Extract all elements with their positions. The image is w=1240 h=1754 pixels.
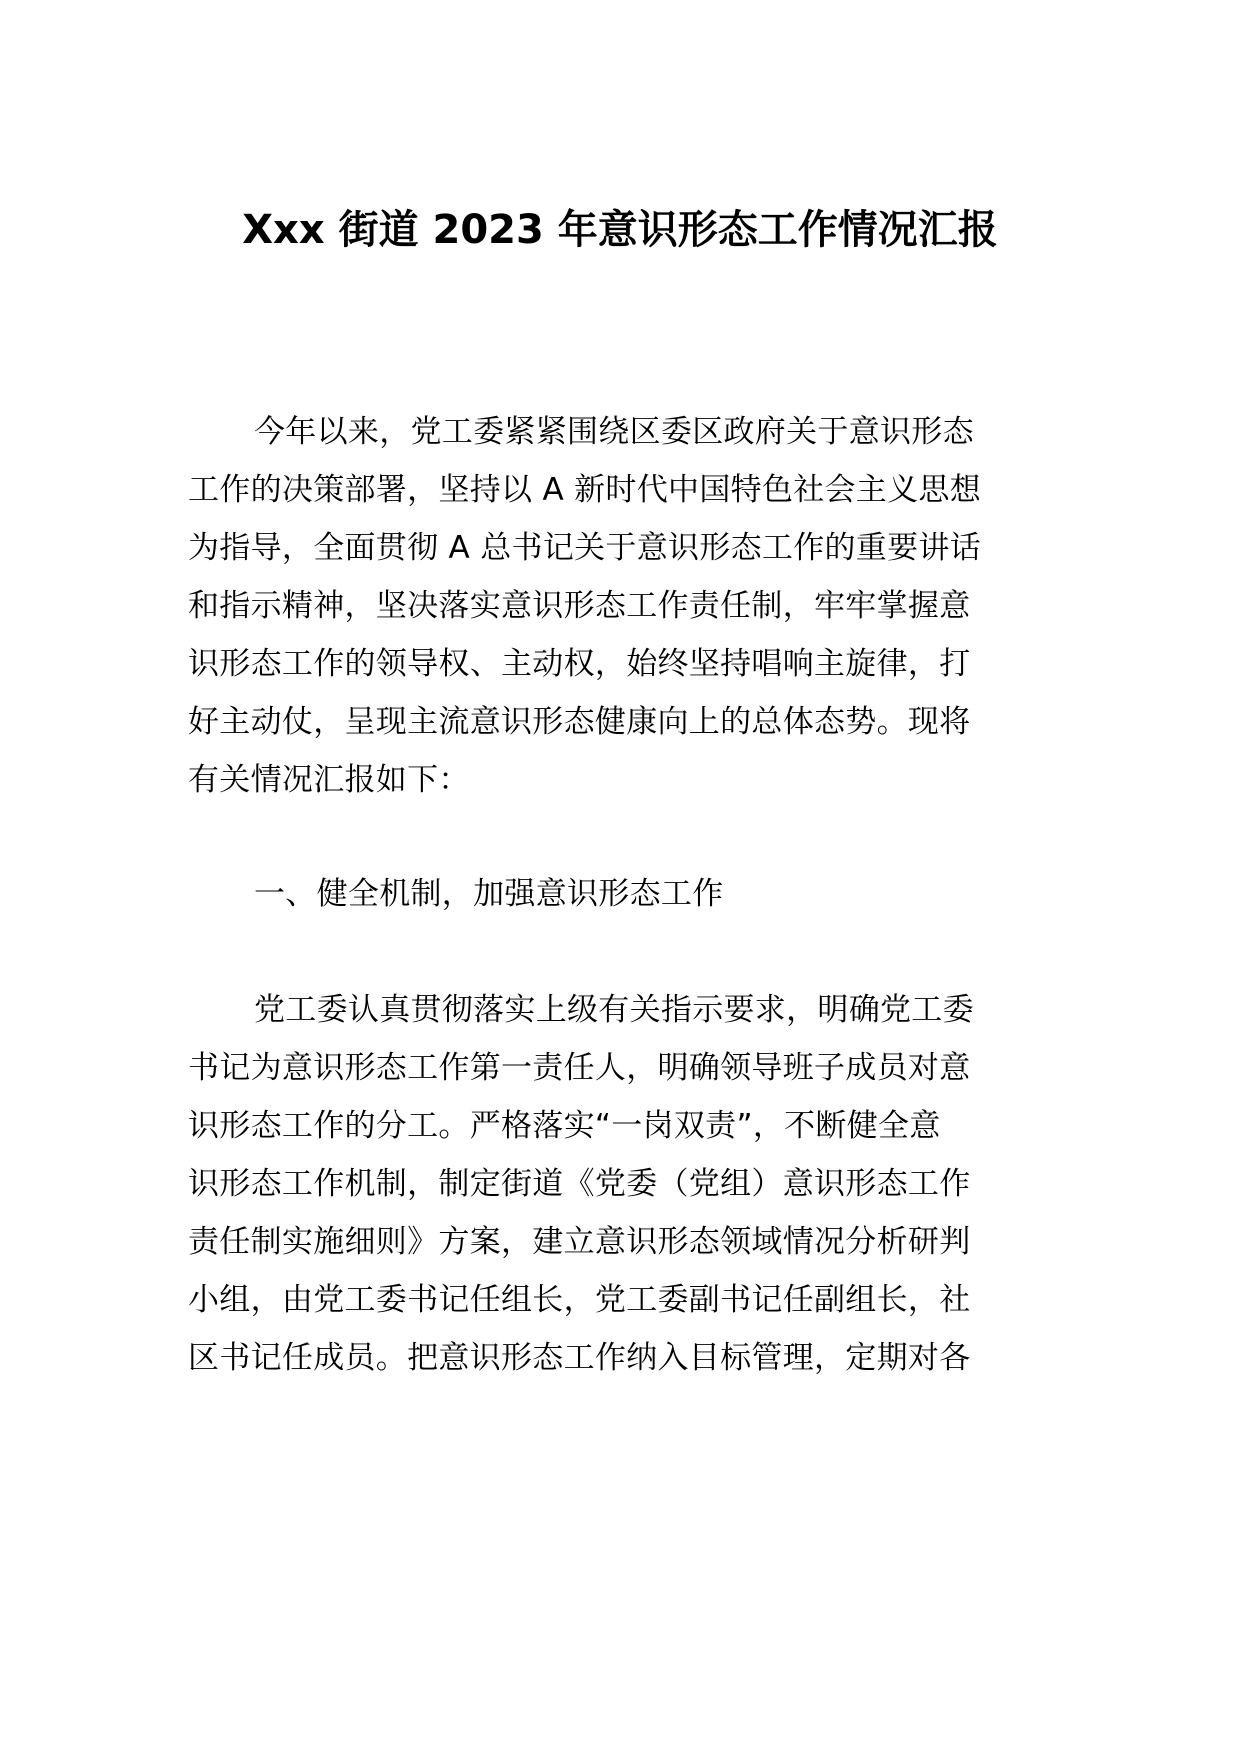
paragraph-1-line-7: 有关情况汇报如下： xyxy=(188,762,470,798)
paragraph-1-line-5: 识形态工作的领导权、主动权，始终坚持唱响主旋律，打 xyxy=(188,646,971,682)
paragraph-1-line-4: 和指示精神，坚决落实意识形态工作责任制，牢牢掌握意 xyxy=(188,588,971,624)
paragraph-2-line-4: 识形态工作机制，制定街道《党委（党组）意识形态工作 xyxy=(188,1166,971,1202)
paragraph-2-line-7: 区书记任成员。把意识形态工作纳入目标管理，定期对各 xyxy=(188,1340,971,1376)
document-title: Xxx 街道 2023 年意识形态工作情况汇报 xyxy=(242,207,998,253)
paragraph-2-line-5: 责任制实施细则》方案，建立意识形态领域情况分析研判 xyxy=(188,1224,971,1260)
paragraph-1-line-6: 好主动仗，呈现主流意识形态健康向上的总体态势。现将 xyxy=(188,704,971,740)
paragraph-1-line-1: 今年以来，党工委紧紧围绕区委区政府关于意识形态 xyxy=(254,414,974,450)
paragraph-1-line-3: 为指导，全面贯彻 A 总书记关于意识形态工作的重要讲话 xyxy=(188,530,982,566)
paragraph-2-line-6: 小组，由党工委书记任组长，党工委副书记任副组长，社 xyxy=(188,1282,971,1318)
paragraph-2-line-1: 党工委认真贯彻落实上级有关指示要求，明确党工委 xyxy=(254,992,974,1028)
paragraph-2-line-3: 识形态工作的分工。严格落实“一岗双责”，不断健全意 xyxy=(188,1108,941,1144)
paragraph-2-line-2: 书记为意识形态工作第一责任人，明确领导班子成员对意 xyxy=(188,1050,971,1086)
paragraph-1-line-2: 工作的决策部署，坚持以 A 新时代中国特色社会主义思想 xyxy=(188,472,982,508)
section-heading-1: 一、健全机制，加强意识形态工作 xyxy=(254,876,724,912)
